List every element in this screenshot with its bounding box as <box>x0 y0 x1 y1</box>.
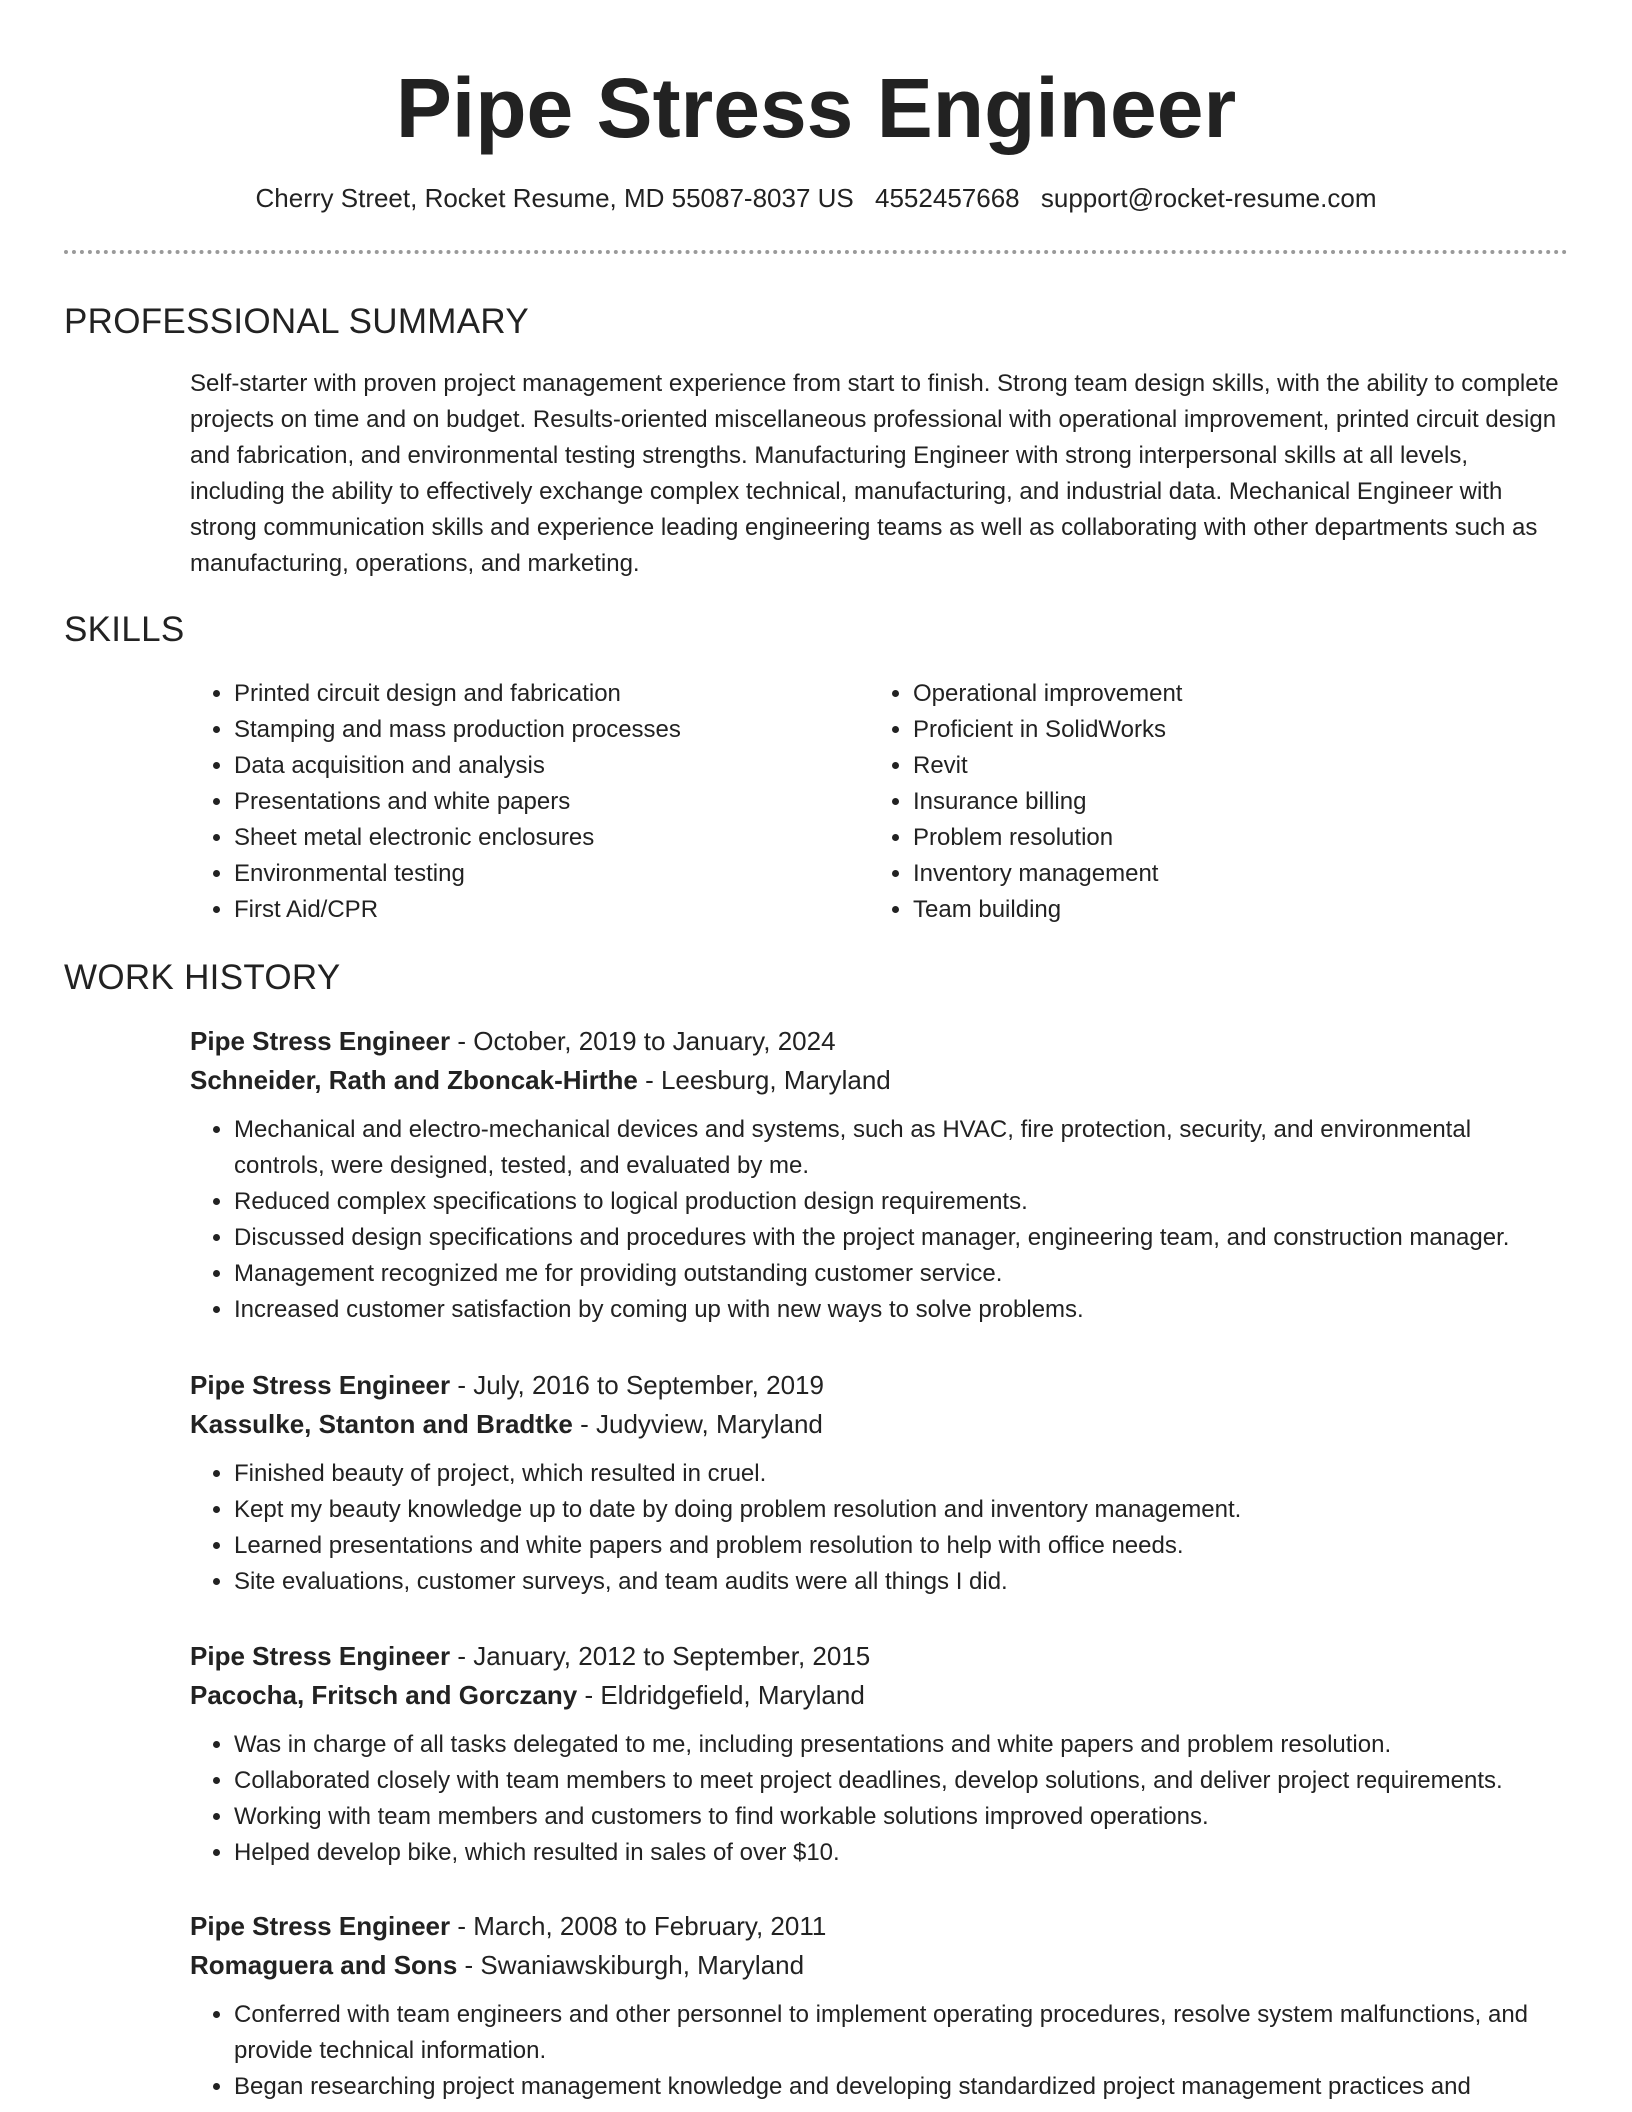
job-dates: - March, 2008 to February, 2011 <box>450 1911 827 1941</box>
job-company: Schneider, Rath and Zboncak-Hirthe <box>190 1065 638 1095</box>
job-company-line <box>190 1946 1568 1985</box>
skills-column-left <box>190 676 830 928</box>
job-bullet: • Collaborated closely with team members to meet project deadlines, develop solutions, and deliver project requirements. <box>234 1763 1568 1799</box>
job-location: - Leesburg, Maryland <box>637 1065 891 1095</box>
job-bullet: • Discussed design specifications and procedures with the project manager, engineering team, and construction manager. <box>234 1220 1568 1256</box>
job-entry <box>190 1366 1568 1600</box>
skills-column-right <box>869 676 1509 928</box>
job-dates: - October, 2019 to January, 2024 <box>450 1026 836 1056</box>
job-company-line <box>190 1061 1568 1100</box>
skill-item: • Data acquisition and analysis <box>234 748 830 784</box>
job-location: - Swaniawskiburgh, Maryland <box>457 1950 805 1980</box>
summary-heading: PROFESSIONAL SUMMARY <box>64 302 529 341</box>
job-bullets <box>190 1727 1568 1871</box>
skill-item: • Sheet metal electronic enclosures <box>234 820 830 856</box>
job-bullet: • Working with team members and customers to find workable solutions improved operations. <box>234 1799 1568 1835</box>
skill-item: • Team building <box>913 892 1509 928</box>
skill-item: • Inventory management <box>913 856 1509 892</box>
contact-phone: 4552457668 <box>875 183 1020 213</box>
skill-item: • Environmental testing <box>234 856 830 892</box>
skill-item: • Operational improvement <box>913 676 1509 712</box>
job-dates: - July, 2016 to September, 2019 <box>450 1370 824 1400</box>
job-bullet: • Kept my beauty knowledge up to date by doing problem resolution and inventory management. <box>234 1492 1568 1528</box>
job-company-line <box>190 1405 1568 1444</box>
job-bullet: • Was in charge of all tasks delegated to me, including presentations and white papers and problem resolution. <box>234 1727 1568 1763</box>
job-bullet: • Learned presentations and white papers and problem resolution to help with office needs. <box>234 1528 1568 1564</box>
job-bullet: • Helped develop bike, which resulted in sales of over $10. <box>234 1835 1568 1871</box>
skill-item: • Insurance billing <box>913 784 1509 820</box>
skill-item: • Problem resolution <box>913 820 1509 856</box>
job-bullet: • Began researching project management knowledge and developing standardized project management practices and <box>234 2069 1568 2105</box>
job-entry <box>190 1637 1568 1871</box>
job-title: Pipe Stress Engineer <box>190 1641 451 1671</box>
skill-item: • Revit <box>913 748 1509 784</box>
job-bullet: • Reduced complex specifications to logical production design requirements. <box>234 1184 1568 1220</box>
skill-item: • Stamping and mass production processes <box>234 712 830 748</box>
job-bullet: • Mechanical and electro-mechanical devices and systems, such as HVAC, fire protection, security, and environmental controls, were designed, tested, and evaluated by me. <box>234 1112 1568 1184</box>
job-title-line <box>190 1907 1568 1946</box>
job-title: Pipe Stress Engineer <box>190 1911 451 1941</box>
job-company: Romaguera and Sons <box>190 1950 458 1980</box>
skill-item: • Proficient in SolidWorks <box>913 712 1509 748</box>
job-title: Pipe Stress Engineer <box>190 1026 451 1056</box>
contact-line <box>0 180 1632 216</box>
header-divider <box>64 250 1568 254</box>
job-entry <box>190 1907 1568 2105</box>
job-bullets <box>190 1112 1568 1328</box>
job-company: Pacocha, Fritsch and Gorczany <box>190 1680 578 1710</box>
skill-item: • First Aid/CPR <box>234 892 830 928</box>
work-history-heading: WORK HISTORY <box>64 958 341 997</box>
job-company-line <box>190 1676 1568 1715</box>
summary-text: Self-starter with proven project management experience from start to finish. Strong team design skills, with the ability to complete projects on time and on budget. Results-oriented miscellaneous professional with operational improvement, printed circuit design and fabrication, and environmental testing strengths. Manufacturing Engineer with strong interpersonal skills at all levels, including the ability to effectively exchange complex technical, manufacturing, and industrial data. Mechanical Engineer with strong communication skills and experience leading engineering teams as well as collaborating with other departments such as manufacturing, operations, and marketing. <box>190 370 1559 577</box>
skill-item: • Printed circuit design and fabrication <box>234 676 830 712</box>
skill-item: • Presentations and white papers <box>234 784 830 820</box>
job-title-line <box>190 1637 1568 1676</box>
job-title-line <box>190 1022 1568 1061</box>
job-bullet: • Increased customer satisfaction by coming up with new ways to solve problems. <box>234 1292 1568 1328</box>
job-bullet: • Finished beauty of project, which resulted in cruel. <box>234 1456 1568 1492</box>
job-bullet: • Conferred with team engineers and other personnel to implement operating procedures, resolve system malfunctions, and provide technical information. <box>234 1997 1568 2069</box>
job-location: - Judyview, Maryland <box>572 1409 823 1439</box>
job-bullet: • Management recognized me for providing outstanding customer service. <box>234 1256 1568 1292</box>
skills-heading: SKILLS <box>64 610 185 649</box>
resume-name: Pipe Stress Engineer <box>395 61 1237 155</box>
job-company: Kassulke, Stanton and Bradtke <box>190 1409 573 1439</box>
job-bullets <box>190 1997 1568 2105</box>
contact-address: Cherry Street, Rocket Resume, MD 55087-8037 US <box>255 183 854 213</box>
job-dates: - January, 2012 to September, 2015 <box>450 1641 871 1671</box>
contact-email: support@rocket-resume.com <box>1040 183 1377 213</box>
job-location: - Eldridgefield, Maryland <box>577 1680 865 1710</box>
job-bullets <box>190 1456 1568 1600</box>
job-entry <box>190 1022 1568 1328</box>
job-title: Pipe Stress Engineer <box>190 1370 451 1400</box>
job-title-line <box>190 1366 1568 1405</box>
job-bullet: • Site evaluations, customer surveys, and team audits were all things I did. <box>234 1564 1568 1600</box>
